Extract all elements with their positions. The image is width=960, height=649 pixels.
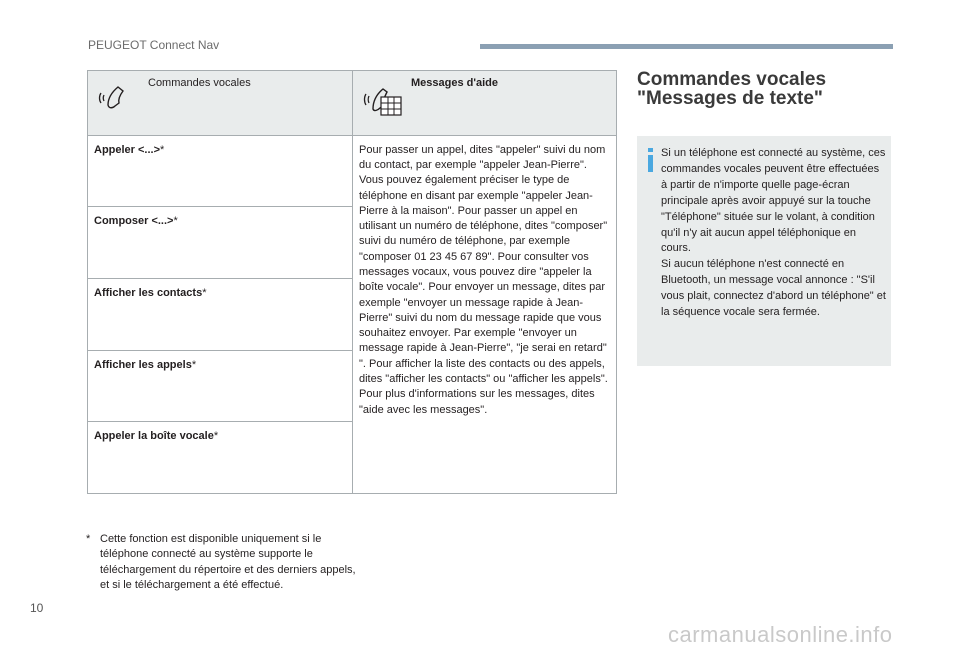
watermark: carmanualsonline.info — [668, 622, 893, 647]
command-cell — [88, 422, 353, 494]
command-name: Appeler <...> — [94, 143, 161, 156]
section-title-line2: "Messages de texte" — [637, 88, 823, 109]
section-title-line1: Commandes vocales — [637, 69, 827, 90]
command-star: * — [202, 286, 207, 299]
info-box — [637, 136, 891, 366]
table-row — [88, 135, 617, 207]
help-header-label: Messages d'aide — [411, 77, 498, 89]
command-cell — [88, 278, 353, 350]
voice-command-icon — [98, 81, 132, 120]
command-cell — [88, 207, 353, 279]
help-messages-icon — [363, 81, 403, 124]
command-star: * — [173, 215, 178, 228]
command-name: Appeler la boîte vocale — [94, 430, 214, 443]
table-header-row — [88, 71, 617, 136]
header-bar — [480, 44, 893, 49]
command-name: Afficher les appels — [94, 358, 192, 371]
footnote — [86, 532, 356, 593]
command-star: * — [160, 143, 165, 156]
commands-header-label: Commandes vocales — [148, 77, 251, 89]
table-header-commands — [88, 71, 353, 136]
command-cell — [88, 135, 353, 207]
command-name: Afficher les contacts — [94, 286, 203, 299]
command-star: * — [191, 358, 197, 371]
table-header-help — [353, 71, 617, 136]
footnote-text: Cette fonction est disponible uniquement si le téléphone connecté au système supporte le téléchargement du répertoire et des derniers appels, et si le téléchargement a été effectué. — [100, 533, 356, 591]
info-paragraph: Si un téléphone est connecté au système, ces commandes vocales peuvent être effectuées à partir de n'importe quelle page-écran principale après avoir appuyé sur la touche "Téléphone" située sur le volant, à condition qu'il n'y ait aucun appel téléphonique en cours. — [661, 147, 886, 255]
help-text: Pour passer un appel, dites "appeler" suivi du nom du contact, par exemple "appeler Jean-Pierre". Vous pouvez également préciser le type de téléphone en disant par exemple "appeler Jean-Pierre à la maison". Pour passer un appel en utilisant un numéro de téléphone, dites "composer" suivi du numéro de téléphone, par exemple "composer 01 23 45 67 89". Pour consulter vos messages vocaux, vous pouvez dire "appeler la boîte vocale". Pour envoyer un message, dites par exemple "envoyer un message rapide à Jean-Pierre" suivi du nom du message rapide que vous souhaitez envoyer. Par exemple "envoyer un message rapide à Jean-Pierre", "je serai en retard" ". Pour afficher la liste des contacts ou des appels, dites "afficher les contacts" ou "afficher les appels". Pour plus d'informations sur les messages, dites "aide avec les messages". — [359, 143, 608, 416]
info-marker-icon — [647, 148, 655, 177]
command-name: Composer <...> — [94, 215, 174, 228]
section-title — [637, 70, 897, 108]
running-header: PEUGEOT Connect Nav — [88, 38, 220, 52]
info-text — [661, 146, 887, 321]
info-paragraph: Si aucun téléphone n'est connecté en Bluetooth, un message vocal annonce : "S'il vous plait, connectez d'abord un téléphone" et la séquence vocale sera fermée. — [661, 258, 886, 319]
footnote-mark: * — [86, 533, 91, 545]
command-star: * — [213, 430, 219, 443]
help-text-cell — [353, 135, 617, 493]
command-cell — [88, 350, 353, 422]
voice-commands-table — [87, 70, 617, 494]
page-number: 10 — [30, 601, 44, 615]
